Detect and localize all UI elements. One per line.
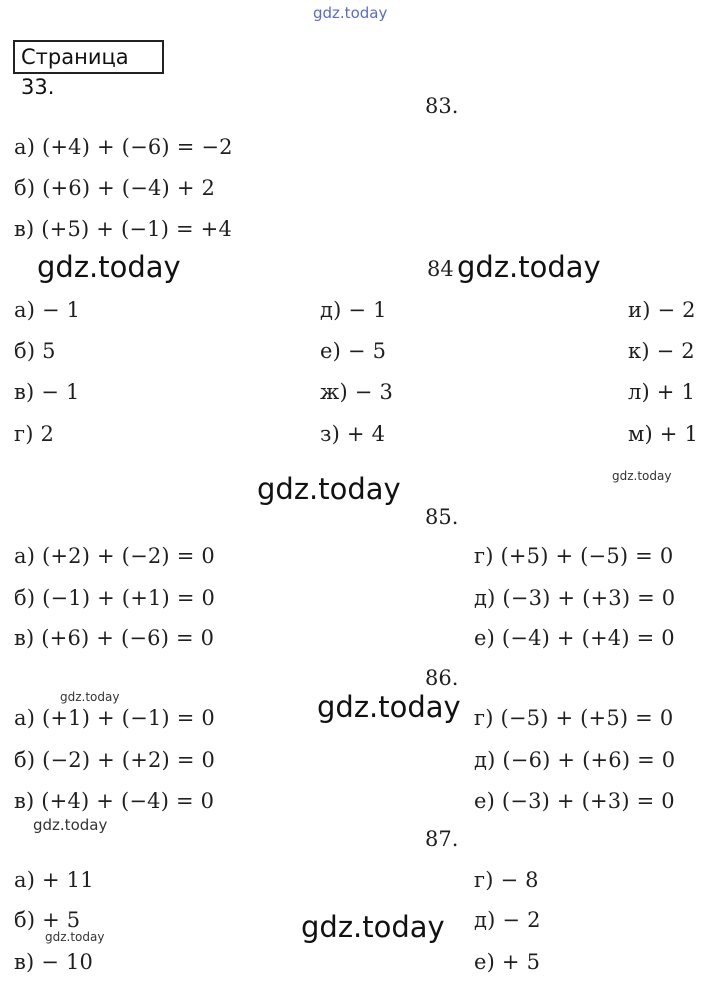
watermark-small: gdz.today: [612, 469, 672, 483]
task-85-left-c: в) (+6) + (−6) = 0: [14, 626, 215, 650]
task-87-right-a: г) − 8: [474, 868, 539, 892]
watermark-large: gdz.today: [317, 690, 461, 724]
task-83-row-b: б) (+6) + (−4) + 2: [14, 176, 216, 200]
task-83-row-a: а) (+4) + (−6) = −2: [14, 135, 233, 159]
task-84-col2-c: ж) − 3: [320, 380, 394, 404]
watermark-large: gdz.today: [257, 472, 401, 506]
task-84-number: 84: [427, 257, 454, 281]
watermark-large: gdz.today: [457, 250, 601, 284]
watermark-top: gdz.today: [313, 4, 388, 22]
page-title: Страница 33.: [13, 40, 164, 74]
task-84-col3-d: м) + 1: [628, 422, 699, 446]
task-84-col1-c: в) − 1: [14, 380, 80, 404]
task-85-left-a: а) (+2) + (−2) = 0: [14, 544, 215, 568]
task-86-right-b: д) (−6) + (+6) = 0: [474, 748, 676, 772]
task-87-left-a: а) + 11: [14, 868, 94, 892]
task-84-col2-d: з) + 4: [320, 422, 386, 446]
task-84-col1-d: г) 2: [14, 422, 55, 446]
task-85-left-b: б) (−1) + (+1) = 0: [14, 586, 216, 610]
task-85-right-b: д) (−3) + (+3) = 0: [474, 586, 676, 610]
task-87-left-b: б) + 5: [14, 908, 81, 932]
watermark-small: gdz.today: [60, 690, 120, 704]
task-86-right-a: г) (−5) + (+5) = 0: [474, 706, 674, 730]
task-84-col2-a: д) − 1: [320, 298, 387, 322]
watermark-small: gdz.today: [33, 816, 108, 834]
task-87-number: 87.: [425, 827, 459, 851]
task-85-right-c: е) (−4) + (+4) = 0: [474, 626, 675, 650]
task-86-left-b: б) (−2) + (+2) = 0: [14, 748, 216, 772]
task-86-left-c: в) (+4) + (−4) = 0: [14, 789, 215, 813]
task-86-left-a: а) (+1) + (−1) = 0: [14, 706, 215, 730]
task-84-col2-b: е) − 5: [320, 339, 387, 363]
task-84-col1-a: а) − 1: [14, 298, 81, 322]
task-84-col1-b: б) 5: [14, 339, 56, 363]
task-83-number: 83.: [425, 94, 459, 118]
watermark-small: gdz.today: [45, 930, 105, 944]
task-85-right-a: г) (+5) + (−5) = 0: [474, 544, 674, 568]
task-87-right-b: д) − 2: [474, 908, 541, 932]
task-86-right-c: е) (−3) + (+3) = 0: [474, 789, 675, 813]
task-85-number: 85.: [425, 505, 459, 529]
watermark-large: gdz.today: [37, 250, 181, 284]
task-84-col3-c: л) + 1: [628, 380, 696, 404]
task-83-row-c: в) (+5) + (−1) = +4: [14, 217, 233, 241]
task-86-number: 86.: [425, 666, 459, 690]
task-87-right-c: е) + 5: [474, 950, 541, 974]
task-84-col3-a: и) − 2: [628, 298, 696, 322]
task-84-col3-b: к) − 2: [628, 339, 695, 363]
task-87-left-c: в) − 10: [14, 950, 94, 974]
watermark-large: gdz.today: [301, 910, 445, 944]
